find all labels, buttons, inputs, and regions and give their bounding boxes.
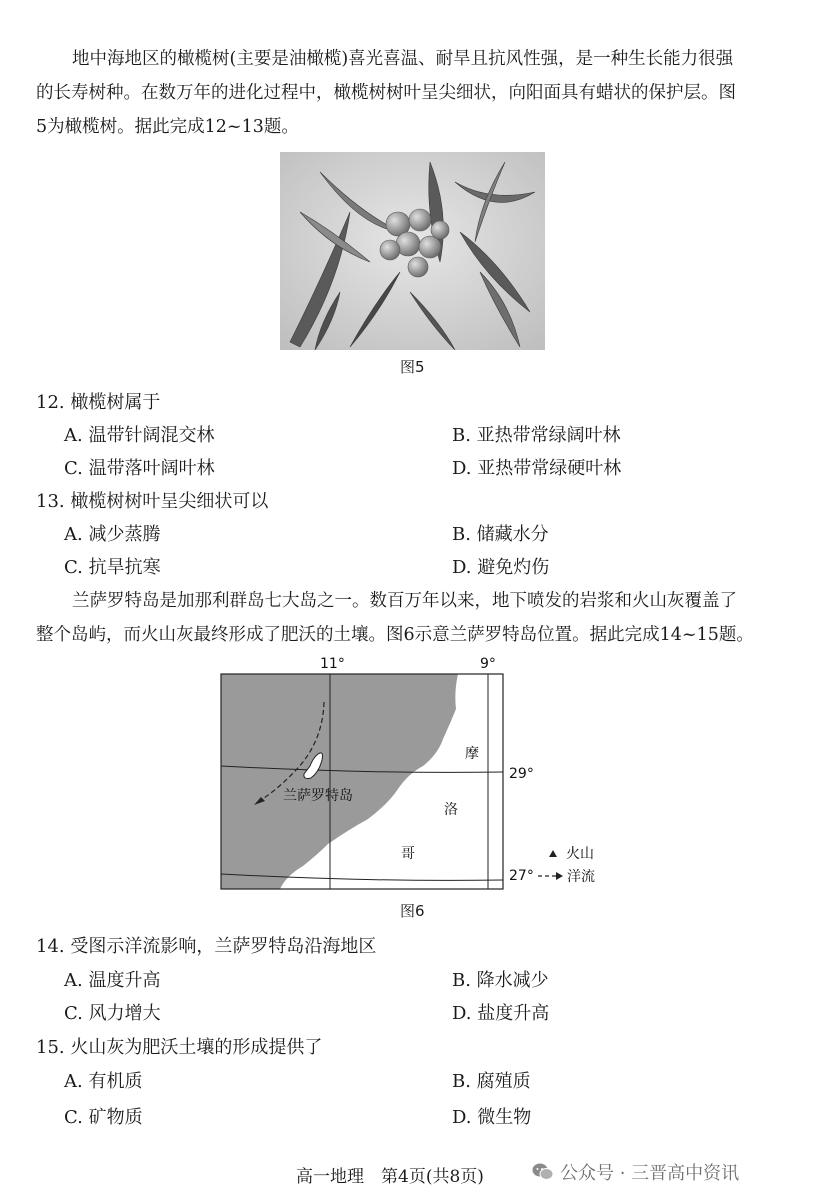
- q13-option-a: A. 减少蒸腾: [64, 524, 161, 545]
- question-13-stem: [36, 487, 268, 513]
- lat-label-29: 29°: [509, 766, 534, 782]
- country-char-1: 摩: [465, 746, 479, 762]
- passage-2-line-1: 兰萨罗特岛是加那利群岛七大岛之一。数百万年以来，地下喷发的岩浆和火山灰覆盖了: [72, 591, 737, 611]
- lat-label-27: 27°: [509, 868, 534, 884]
- q15-option-b: B. 腐殖质: [452, 1071, 531, 1092]
- question-text: 火山灰为肥沃土壤的形成提供了: [70, 1037, 323, 1058]
- lon-label-9: 9°: [480, 656, 496, 672]
- country-char-3: 哥: [401, 846, 415, 862]
- q12-option-c: C. 温带落叶阔叶林: [64, 458, 215, 479]
- q14-option-c: C. 风力增大: [64, 1003, 161, 1024]
- question-12-stem: [36, 388, 160, 414]
- wechat-icon: [532, 1162, 554, 1182]
- question-text: 橄榄树树叶呈尖细状可以: [70, 491, 269, 512]
- wechat-watermark: [532, 1159, 800, 1185]
- passage-2-line-2: 整个岛屿，而火山灰最终形成了肥沃的土壤。图6示意兰萨罗特岛位置。据此完成14~15题。: [36, 625, 754, 645]
- q13-option-b: B. 储藏水分: [452, 524, 549, 545]
- q15-option-a: A. 有机质: [64, 1071, 143, 1092]
- q14-option-a: A. 温度升高: [64, 970, 161, 991]
- legend-current-label: 洋流: [567, 869, 595, 885]
- question-number: 15.: [36, 1037, 65, 1058]
- olive-tree-photo: [280, 152, 545, 350]
- question-14-stem: [36, 932, 376, 958]
- watermark-text: 公众号 · 三晋高中资讯: [560, 1163, 740, 1184]
- question-number: 12.: [36, 392, 65, 413]
- figure-6-caption: 图6: [400, 902, 425, 920]
- lanzarote-location-map: [218, 654, 608, 892]
- passage-1-line-1: 地中海地区的橄榄树(主要是油橄榄)喜光喜温、耐旱且抗风性强，是一种生长能力很强: [72, 49, 734, 69]
- lon-label-11: 11°: [320, 656, 345, 672]
- q15-option-d: D. 微生物: [452, 1107, 532, 1128]
- question-text: 橄榄树属于: [70, 392, 161, 413]
- country-char-2: 洛: [444, 802, 458, 818]
- page-footer: 高一地理 第4页(共8页): [296, 1167, 484, 1187]
- q14-option-b: B. 降水减少: [452, 970, 549, 991]
- question-15-stem: [36, 1033, 322, 1059]
- q12-option-b: B. 亚热带常绿阔叶林: [452, 425, 621, 446]
- q13-option-c: C. 抗旱抗寒: [64, 557, 161, 578]
- q12-option-a: A. 温带针阔混交林: [64, 425, 215, 446]
- question-number: 13.: [36, 491, 65, 512]
- question-text: 受图示洋流影响，兰萨罗特岛沿海地区: [70, 936, 377, 957]
- figure-5-caption: 图5: [400, 358, 425, 376]
- passage-1-line-3: 5为橄榄树。据此完成12~13题。: [36, 117, 299, 137]
- q12-option-d: D. 亚热带常绿硬叶林: [452, 458, 622, 479]
- q14-option-d: D. 盐度升高: [452, 1003, 550, 1024]
- passage-1-line-2: 的长寿树种。在数万年的进化过程中，橄榄树树叶呈尖细状，向阳面具有蜡状的保护层。图: [36, 83, 736, 103]
- question-number: 14.: [36, 936, 65, 957]
- q15-option-c: C. 矿物质: [64, 1107, 143, 1128]
- q13-option-d: D. 避免灼伤: [452, 557, 550, 578]
- legend-volcano-label: 火山: [566, 846, 594, 862]
- island-label: 兰萨罗特岛: [283, 788, 353, 804]
- volcano-legend-icon: [549, 850, 557, 857]
